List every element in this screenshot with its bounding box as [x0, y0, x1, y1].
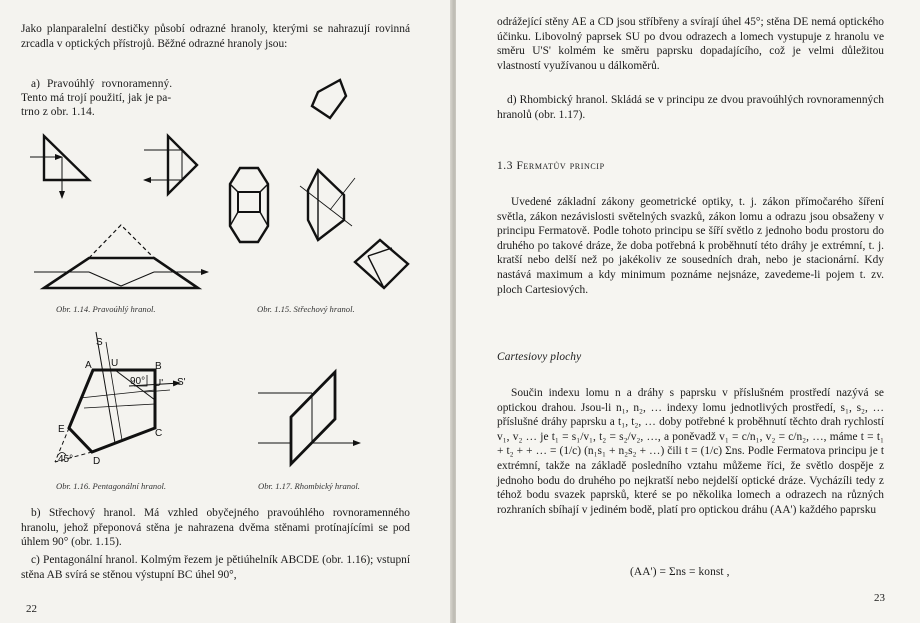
label-U-prime: U': [154, 378, 164, 389]
equation-optical-path: (AA') = Σns = konst ,: [630, 566, 730, 578]
page-number-left: 22: [26, 603, 37, 615]
figure-1-16-pentagonal-prism: [55, 332, 180, 462]
figure-1-16-labels: [58, 337, 186, 467]
label-angle-90: 90°: [130, 376, 146, 387]
label-A: A: [85, 360, 92, 371]
intro-paragraph: Jako planparalelní destičky působí odrazné hranoly, kterými se nahrazují rovinná zrcadla v optických přístrojů. Běžné odrazné hranoly jsou:: [21, 23, 410, 50]
item-a-text-line-1: Tento má trojí použití, jak je pa-: [21, 92, 172, 104]
item-a-heading: a) Pravoúhlý rovnoramenný.: [31, 78, 173, 90]
label-S: S: [96, 337, 103, 348]
item-d-paragraph: d) Rhombický hranol. Skládá se v principu ze dvou pravoúhlých rovnoramenných hranolů (obr. 1.17).: [497, 94, 884, 121]
caption-figure-1-16: Obr. 1.16. Pentagonální hranol.: [56, 481, 167, 491]
label-E: E: [58, 424, 65, 435]
subsection-heading-cartesian: Cartesiovy plochy: [497, 351, 582, 363]
label-B: B: [155, 361, 162, 372]
item-a-text-line-2: trno z obr. 1.14.: [21, 106, 95, 118]
label-D: D: [93, 456, 101, 467]
optical-path-paragraph: Součin indexu lomu n a dráhy s paprsku v příslušném prostředí nazývá se optickou drahou. Jsou-li n₁, n₂, … indexy lomu jednotlivých prostředí, s₁, s₂, … příslušné dráhy paprsku a t₁, t₂, … doby potřebné k proběhnutí těchto drah rychlostí v₁, v₂ … je t₁ = s₁/v₁, t₂ = s₂/v₂, …, a poněvadž v₁ = c/n₁, v₂ = c/n₂, …, máme t = t₁ + t₂ + + … = (1/c) (n₁s₁ + n₂s₂ + …) čili t = (1/c) Σns. Podle Fermatova principu je t extrémní, takže na základě posledního vztahu můžeme říci, že světlo dospěje z jednoho bodu do druhého po nejkratší nebo nejdelší optické dráze. Vycházíli tedy z téhož bodu svazek paprsků, které se po několika lomech a odrazech na různých rozhraních sbíhají v jediném bodě, platí pro optickou dráhu (AA') každého paprsku: [497, 387, 884, 516]
label-U: U: [111, 358, 119, 369]
figure-1-14-right-angle-prism: [30, 136, 208, 288]
caption-figure-1-14: Obr. 1.14. Pravoúhlý hranol.: [56, 304, 156, 314]
section-heading-fermat: 1.3 Fermatův princip: [497, 160, 605, 172]
caption-figure-1-17: Obr. 1.17. Rhombický hranol.: [258, 481, 360, 491]
label-S-prime: S': [177, 377, 186, 388]
caption-figure-1-15: Obr. 1.15. Střechový hranol.: [257, 304, 355, 314]
figure-1-17-rhombic-prism: [258, 372, 360, 464]
figure-1-15-roof-prism: [230, 80, 408, 288]
fermat-principle-paragraph: Uvedené základní zákony geometrické optiky, t. j. zákon přímočarého šíření světla, zákon nezávislosti světelných svazků, zákon lomu a odrazu jsou obsaženy v principu Fermatově. Podle tohoto principu se šíří světlo z jednoho bodu prostoru do druhého po takové dráze, že doba potřebná k proběhnutí této dráhy je extrémní, t. j. kratší nebo delší než po jakékoliv ze sousedních drah, nebo je stacionární. Kdy nastává maximum a kdy minimum poznáme nejsnáze, zavedeme-li pojem t. zv. ploch Cartesiových.: [497, 196, 884, 296]
label-C: C: [155, 428, 163, 439]
page-number-right: 23: [874, 592, 885, 604]
item-c-paragraph: c) Pentagonální hranol. Kolmým řezem je pětiúhelník ABCDE (obr. 1.16); vstupní stěna AB svírá se stěnou výstupní BC úhel 90°,: [21, 554, 410, 581]
pentagonal-continued-paragraph: odrážející stěny AE a CD jsou stříbřeny a svírají úhel 45°; stěna DE nemá optického účinku. Libovolný paprsek SU po dvou odrazech a lomech vystupuje z hranolu ve směru U'S' kolmém ke směru paprsku dopadajícího, což je velmi důležitou vlastností využívanou u dálkoměrů.: [497, 16, 884, 72]
right-page: [456, 0, 920, 623]
label-angle-45: 45°: [58, 454, 74, 465]
item-b-paragraph: b) Střechový hranol. Má vzhled obyčejného pravoúhlého rovnoramenného hranolu, jehož přeponová stěna je nahrazena dvěma stěnami protínajícími se pod úhlem 90° (obr. 1.15).: [21, 507, 410, 549]
left-page: [0, 0, 452, 623]
